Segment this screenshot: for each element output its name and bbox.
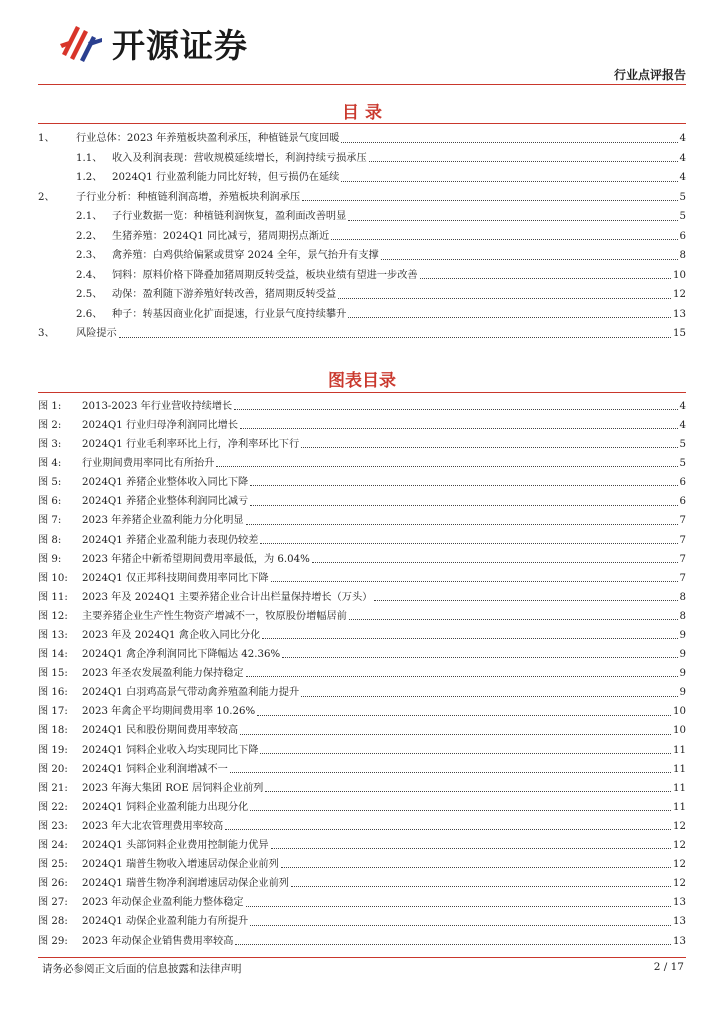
entry-number: 图 29: [38,935,68,947]
dot-leader [257,715,671,716]
entry-number: 2.5、 [76,289,103,301]
dot-leader [250,810,671,811]
figure-entry[interactable] [38,889,686,908]
entry-number: 图 11: [38,591,68,603]
dot-leader [331,239,677,240]
entry-page: 7 [679,553,686,565]
figure-entry[interactable] [38,813,686,832]
entry-number: 图 7: [38,515,62,527]
entry-page: 12 [673,859,686,871]
entry-number: 图 28: [38,916,68,928]
entry-page: 11 [673,801,686,813]
entry-page: 7 [679,572,686,584]
figure-entry[interactable] [38,660,686,679]
figure-entry[interactable] [38,870,686,889]
entry-page: 6 [679,477,686,489]
entry-title: 2024Q1 行业毛利率环比上行，净利率环比下行 [82,439,300,451]
entry-page: 13 [673,916,686,928]
entry-page: 4 [679,400,686,412]
entry-page: 11 [673,744,686,756]
figure-entry[interactable] [38,699,686,718]
entry-title: 2023 年动保企业盈利能力整体稳定 [82,897,244,909]
entry-title: 2024Q1 饲料企业利润增减不一 [82,763,228,775]
entry-number: 2.2、 [76,230,103,242]
entry-title: 2024Q1 动保企业盈利能力有所提升 [82,916,249,928]
entry-page: 13 [673,308,686,320]
dot-leader [282,657,677,658]
entry-page: 12 [673,289,686,301]
entry-page: 11 [673,763,686,775]
entry-page: 6 [679,230,686,242]
entry-title: 2023 年海大集团 ROE 居饲料企业前列 [82,782,264,794]
entry-title: 2023 年猪企中新希望期间费用率最低，为 6.04% [82,553,310,565]
entry-title: 2024Q1 行业归母净利润同比增长 [82,419,239,431]
dot-leader [301,696,677,697]
entry-title: 动保：盈利随下游养殖好转改善，猪周期反转受益 [112,289,337,301]
dot-leader [281,867,671,868]
figure-entry[interactable] [38,546,686,565]
figure-entry[interactable] [38,794,686,813]
entry-number: 1、 [38,133,55,145]
entry-title: 2024Q1 禽企净利润同比下降幅达 42.36% [82,649,281,661]
figure-entry[interactable] [38,603,686,622]
entry-title: 2024Q1 民和股份期间费用率较高 [82,725,239,737]
toc-entry[interactable] [38,320,686,340]
entry-title: 生猪养殖：2024Q1 同比减亏，猪周期拐点渐近 [112,230,330,242]
entry-number: 图 15: [38,668,68,680]
figure-entry[interactable] [38,412,686,431]
entry-number: 1.1、 [76,152,103,164]
entry-title: 子行业数据一览：种植链利润恢复，盈利面改善明显 [112,211,347,223]
entry-number: 图 12: [38,610,68,622]
figure-entry[interactable] [38,393,686,412]
dot-leader [230,772,671,773]
report-type-label: 行业点评报告 [613,68,686,82]
entry-title: 禽养殖：白鸡供给偏紧或贯穿 2024 全年，景气抬升有支撑 [112,250,379,262]
dot-leader [341,181,677,182]
figure-list [38,393,686,947]
figure-entry[interactable] [38,488,686,507]
entry-title: 子行业分析：种植链利润高增，养殖板块利润承压 [76,191,301,203]
entry-page: 8 [679,610,686,622]
entry-title: 2024Q1 饲料企业盈利能力出现分化 [82,801,249,813]
dot-leader [312,562,678,563]
entry-number: 2.1、 [76,211,103,223]
page-header [0,0,724,86]
entry-title: 2023 年圣农发展盈利能力保持稳定 [82,668,244,680]
figure-entry[interactable] [38,718,686,737]
entry-title: 主要养猪企业生产性生物资产增减不一，牧原股份增幅居前 [82,610,347,622]
figure-entry[interactable] [38,622,686,641]
toc-entry[interactable] [38,281,686,301]
figure-entry[interactable] [38,832,686,851]
entry-number: 图 23: [38,820,68,832]
entry-number: 图 24: [38,840,68,852]
entry-title: 2024Q1 白羽鸡高景气带动禽养殖盈利能力提升 [82,687,300,699]
dot-leader [348,220,677,221]
entry-number: 图 18: [38,725,68,737]
toc-entry[interactable] [38,301,686,321]
dot-leader [235,944,671,945]
dot-leader [262,638,677,639]
entry-page: 9 [679,668,686,680]
entry-title: 2024Q1 养猪企业整体利润同比减亏 [82,496,249,508]
dot-leader [420,278,671,279]
dot-leader [348,317,671,318]
figure-entry[interactable] [38,469,686,488]
entry-number: 图 5: [38,477,62,489]
entry-number: 图 10: [38,572,68,584]
entry-number: 图 9: [38,553,62,565]
dot-leader [271,581,678,582]
entry-number: 2.6、 [76,308,103,320]
entry-page: 7 [679,515,686,527]
dot-leader [250,505,677,506]
toc-title: 目 录 [342,103,382,123]
entry-page: 15 [673,328,686,340]
entry-page: 13 [673,935,686,947]
entry-page: 8 [679,591,686,603]
figure-entry[interactable] [38,737,686,756]
header-divider [38,84,686,85]
entry-page: 9 [679,687,686,699]
entry-page: 6 [679,496,686,508]
toc-entry[interactable] [38,125,686,145]
figure-entry[interactable] [38,527,686,546]
entry-page: 10 [673,725,686,737]
dot-leader [302,200,677,201]
entry-number: 图 6: [38,496,62,508]
figure-entry[interactable] [38,851,686,870]
dot-leader [234,409,677,410]
entry-title: 收入及利润表现：营收规模延续增长，利润持续亏损承压 [112,152,367,164]
entry-number: 2、 [38,191,55,203]
entry-title: 2023 年动保企业销售费用率较高 [82,935,234,947]
dot-leader [250,925,671,926]
entry-page: 4 [679,133,686,145]
figure-entry[interactable] [38,584,686,603]
figure-entry[interactable] [38,450,686,469]
brand-name: 开源证券 [112,25,248,65]
entry-number: 图 3: [38,439,62,451]
brand-logo [58,18,248,68]
toc-entry[interactable] [38,184,686,204]
entry-page: 11 [673,782,686,794]
entry-number: 图 1: [38,400,62,412]
entry-page: 9 [679,649,686,661]
entry-page: 8 [679,250,686,262]
entry-page: 7 [679,534,686,546]
entry-title: 2023 年禽企平均期间费用率 10.26% [82,706,256,718]
entry-title: 2013-2023 年行业营收持续增长 [82,400,233,412]
figure-entry[interactable] [38,508,686,527]
entry-page: 13 [673,897,686,909]
entry-number: 2.3、 [76,250,103,262]
page-number: 2 / 17 [653,961,684,973]
dot-leader [246,524,678,525]
toc-title-divider [38,123,686,124]
entry-number: 图 4: [38,458,62,470]
dot-leader [341,142,677,143]
entry-number: 3、 [38,328,55,340]
entry-title: 2024Q1 瑞普生物收入增速居动保企业前列 [82,859,279,871]
dot-leader [369,161,678,162]
entry-number: 图 17: [38,706,68,718]
dot-leader [119,337,671,338]
entry-page: 12 [673,840,686,852]
logo-mark-icon [58,20,104,66]
entry-number: 图 19: [38,744,68,756]
dot-leader [338,298,671,299]
footer-disclaimer: 请务必参阅正文后面的信息披露和法律声明 [42,963,242,975]
entry-title: 2024Q1 养猪企业整体收入同比下降 [82,477,249,489]
entry-page: 5 [679,439,686,451]
entry-title: 行业总体：2023 年养殖板块盈利承压，种植链景气度回暖 [76,133,340,145]
entry-title: 2024Q1 头部饲料企业费用控制能力优异 [82,840,269,852]
entry-number: 图 14: [38,649,68,661]
entry-title: 2023 年及 2024Q1 禽企收入同比分化 [82,630,261,642]
entry-page: 4 [679,419,686,431]
entry-number: 图 16: [38,687,68,699]
entry-page: 4 [679,172,686,184]
entry-title: 2024Q1 仅正邦科技期间费用率同比下降 [82,572,269,584]
entry-title: 2024Q1 行业盈利能力同比好转，但亏损仍在延续 [112,172,340,184]
figure-list-title: 图表目录 [328,371,396,391]
dot-leader [260,753,671,754]
entry-number: 图 27: [38,897,68,909]
entry-title: 2024Q1 饲料企业收入均实现同比下降 [82,744,259,756]
dot-leader [271,848,671,849]
entry-page: 4 [679,152,686,164]
entry-title: 2023 年及 2024Q1 主要养猪企业合计出栏量保持增长（万头） [82,591,373,603]
entry-page: 12 [673,820,686,832]
dot-leader [225,829,671,830]
entry-page: 5 [679,458,686,470]
entry-page: 10 [673,706,686,718]
toc-entry[interactable] [38,262,686,282]
figure-entry[interactable] [38,928,686,947]
entry-page: 10 [673,269,686,281]
entry-title: 2023 年大北农管理费用率较高 [82,820,224,832]
entry-number: 图 2: [38,419,62,431]
dot-leader [240,428,677,429]
figure-entry[interactable] [38,431,686,450]
dot-leader [240,734,671,735]
entry-page: 5 [679,191,686,203]
entry-title: 2024Q1 瑞普生物净利润增速居动保企业前列 [82,878,289,890]
figure-entry[interactable] [38,909,686,928]
entry-number: 图 26: [38,878,68,890]
dot-leader [381,259,678,260]
toc-list [38,125,686,340]
dot-leader [265,791,671,792]
toc-entry[interactable] [38,203,686,223]
entry-number: 图 22: [38,801,68,813]
entry-number: 图 21: [38,782,68,794]
dot-leader [216,466,677,467]
toc-entry[interactable] [38,164,686,184]
dot-leader [301,447,677,448]
figure-entry[interactable] [38,565,686,584]
toc-entry[interactable] [38,223,686,243]
entry-title: 2023 年养猪企业盈利能力分化明显 [82,515,244,527]
figure-entry[interactable] [38,641,686,660]
entry-number: 1.2、 [76,172,103,184]
entry-number: 图 8: [38,534,62,546]
entry-title: 风险提示 [76,328,117,340]
entry-page: 9 [679,630,686,642]
entry-number: 2.4、 [76,269,103,281]
entry-number: 图 25: [38,859,68,871]
entry-number: 图 20: [38,763,68,775]
entry-page: 5 [679,211,686,223]
entry-title: 饲料：原料价格下降叠加猪周期反转受益，板块业绩有望进一步改善 [112,269,418,281]
dot-leader [260,543,677,544]
figure-entry[interactable] [38,775,686,794]
footer-divider [38,957,686,958]
toc-entry[interactable] [38,242,686,262]
toc-entry[interactable] [38,145,686,165]
dot-leader [291,886,671,887]
dot-leader [374,600,677,601]
entry-title: 行业期间费用率同比有所抬升 [82,458,215,470]
dot-leader [246,906,671,907]
entry-title: 2024Q1 养猪企业盈利能力表现仍较差 [82,534,259,546]
figure-entry[interactable] [38,679,686,698]
entry-page: 12 [673,878,686,890]
dot-leader [349,619,678,620]
entry-title: 种子：转基因商业化扩面提速，行业景气度持续攀升 [112,308,347,320]
dot-leader [246,676,678,677]
entry-number: 图 13: [38,630,68,642]
dot-leader [250,485,677,486]
figure-entry[interactable] [38,756,686,775]
